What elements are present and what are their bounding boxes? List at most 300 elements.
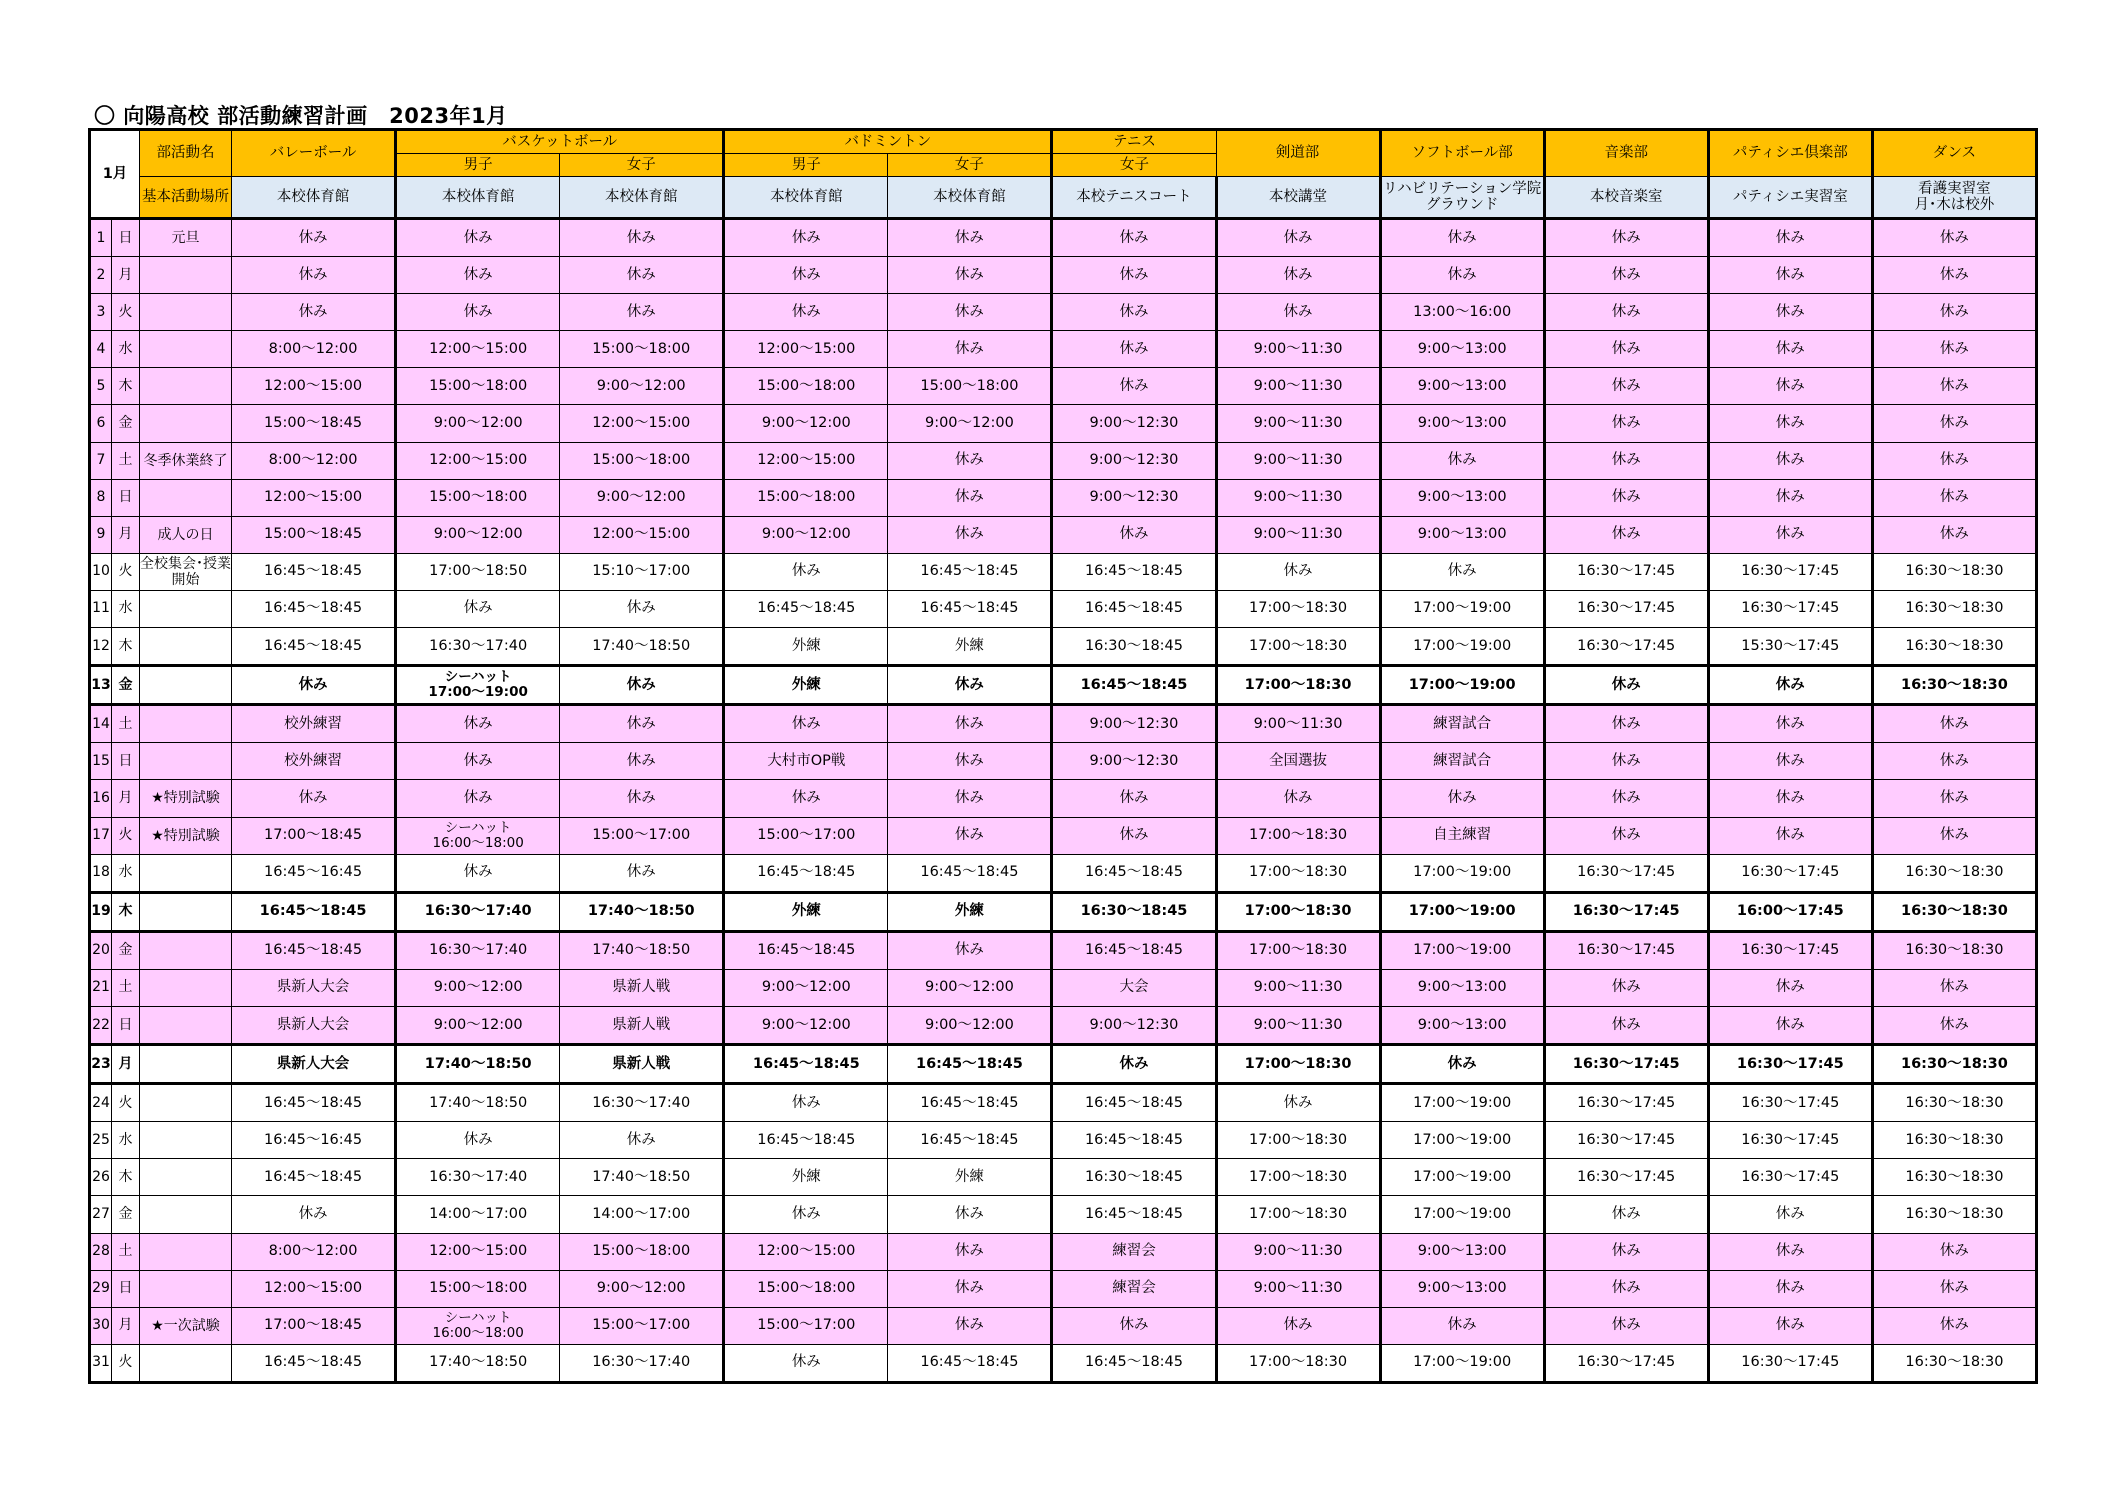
cell-music: 16:30～17:45 [1544, 590, 1708, 627]
cell-kendo: 9:00～11:30 [1216, 368, 1380, 405]
day-of-week: 金 [112, 931, 140, 969]
day-of-week: 火 [112, 1084, 140, 1122]
cell-softball: 17:00～19:00 [1380, 1084, 1544, 1122]
cell-music: 休み [1544, 1196, 1708, 1233]
cell-dance: 休み [1872, 969, 2036, 1006]
cell-tennis-female: 16:45～18:45 [1052, 1344, 1216, 1382]
day-note [140, 257, 232, 294]
club-dance: ダンス [1872, 130, 2036, 177]
day-number: 13 [90, 666, 112, 705]
cell-badminton-female: 休み [888, 780, 1052, 817]
cell-music: 休み [1544, 405, 1708, 442]
cell-music: 休み [1544, 1233, 1708, 1270]
day-note [140, 405, 232, 442]
cell-badminton-female: 9:00～12:00 [888, 1006, 1052, 1044]
cell-basketball-female: 15:00～17:00 [560, 817, 724, 854]
cell-badminton-female: 16:45～18:45 [888, 590, 1052, 627]
cell-volleyball: 校外練習 [232, 743, 396, 780]
cell-dance: 16:30～18:30 [1872, 1045, 2036, 1084]
cell-basketball-male: 12:00～15:00 [396, 331, 560, 368]
cell-badminton-male: 休み [724, 1344, 888, 1382]
day-note [140, 743, 232, 780]
cell-badminton-male: 12:00～15:00 [724, 331, 888, 368]
day-note [140, 969, 232, 1006]
cell-basketball-male: 16:30～17:40 [396, 892, 560, 931]
day-of-week: 土 [112, 705, 140, 743]
badminton-female: 女子 [888, 154, 1052, 177]
cell-softball: 17:00～19:00 [1380, 854, 1544, 892]
cell-softball: 17:00～19:00 [1380, 628, 1544, 666]
cell-volleyball: 17:00～18:45 [232, 1307, 396, 1344]
club-music: 音楽部 [1544, 130, 1708, 177]
cell-basketball-female: 17:40～18:50 [560, 628, 724, 666]
cell-dance: 16:30～18:30 [1872, 1344, 2036, 1382]
cell-music: 16:30～17:45 [1544, 1159, 1708, 1196]
cell-softball: 休み [1380, 780, 1544, 817]
cell-basketball-male: 17:40～18:50 [396, 1045, 560, 1084]
cell-basketball-male: 12:00～15:00 [396, 1233, 560, 1270]
cell-tennis-female: 16:45～18:45 [1052, 1084, 1216, 1122]
cell-patissier: 休み [1708, 1196, 1872, 1233]
cell-tennis-female: 16:45～18:45 [1052, 666, 1216, 705]
cell-badminton-male: 外練 [724, 666, 888, 705]
cell-softball: 休み [1380, 553, 1544, 590]
cell-badminton-male: 9:00～12:00 [724, 969, 888, 1006]
cell-patissier: 休み [1708, 1307, 1872, 1344]
day-of-week: 日 [112, 1006, 140, 1044]
cell-patissier: 休み [1708, 705, 1872, 743]
cell-dance: 16:30～18:30 [1872, 854, 2036, 892]
club-tennis: テニス [1052, 130, 1216, 154]
cell-badminton-female: 休み [888, 817, 1052, 854]
day-of-week: 木 [112, 1159, 140, 1196]
cell-kendo: 17:00～18:30 [1216, 931, 1380, 969]
cell-kendo: 休み [1216, 780, 1380, 817]
place-dance: 看護実習室 月･木は校外 [1872, 177, 2036, 219]
day-note: 冬季休業終了 [140, 442, 232, 479]
cell-badminton-male: 9:00～12:00 [724, 516, 888, 553]
cell-badminton-female: 9:00～12:00 [888, 969, 1052, 1006]
cell-basketball-male: 休み [396, 257, 560, 294]
cell-volleyball: 県新人大会 [232, 969, 396, 1006]
day-number: 7 [90, 442, 112, 479]
cell-basketball-female: 休み [560, 705, 724, 743]
day-number: 29 [90, 1270, 112, 1307]
cell-tennis-female: 16:45～18:45 [1052, 553, 1216, 590]
cell-kendo: 17:00～18:30 [1216, 1344, 1380, 1382]
cell-kendo: 17:00～18:30 [1216, 854, 1380, 892]
cell-tennis-female: 9:00～12:30 [1052, 442, 1216, 479]
cell-badminton-female: 休み [888, 331, 1052, 368]
cell-tennis-female: 9:00～12:30 [1052, 405, 1216, 442]
cell-patissier: 16:30～17:45 [1708, 854, 1872, 892]
table-row [90, 1006, 2037, 1044]
place-kendo: 本校講堂 [1216, 177, 1380, 219]
schedule-table [88, 128, 2038, 1384]
cell-softball: 休み [1380, 1045, 1544, 1084]
cell-basketball-male: 9:00～12:00 [396, 516, 560, 553]
table-row [90, 294, 2037, 331]
cell-badminton-female: 休み [888, 931, 1052, 969]
cell-music: 休み [1544, 331, 1708, 368]
cell-badminton-male: 9:00～12:00 [724, 405, 888, 442]
cell-kendo: 休み [1216, 257, 1380, 294]
cell-music: 16:30～17:45 [1544, 1344, 1708, 1382]
cell-kendo: 9:00～11:30 [1216, 705, 1380, 743]
cell-kendo: 休み [1216, 553, 1380, 590]
cell-basketball-male: 16:30～17:40 [396, 1159, 560, 1196]
cell-patissier: 休み [1708, 780, 1872, 817]
cell-patissier: 16:30～17:45 [1708, 1084, 1872, 1122]
cell-tennis-female: 16:45～18:45 [1052, 1196, 1216, 1233]
cell-badminton-male: 15:00～18:00 [724, 1270, 888, 1307]
cell-tennis-female: 16:45～18:45 [1052, 854, 1216, 892]
cell-music: 16:30～17:45 [1544, 628, 1708, 666]
cell-basketball-male: 9:00～12:00 [396, 1006, 560, 1044]
cell-volleyball: 8:00～12:00 [232, 1233, 396, 1270]
cell-patissier: 休み [1708, 405, 1872, 442]
cell-tennis-female: 休み [1052, 780, 1216, 817]
cell-basketball-female: 休み [560, 743, 724, 780]
day-of-week: 月 [112, 516, 140, 553]
table-row [90, 969, 2037, 1006]
cell-dance: 16:30～18:30 [1872, 1122, 2036, 1159]
cell-patissier: 休み [1708, 817, 1872, 854]
cell-badminton-male: 休み [724, 1084, 888, 1122]
day-note [140, 590, 232, 627]
cell-dance: 休み [1872, 442, 2036, 479]
cell-basketball-female: 12:00～15:00 [560, 516, 724, 553]
cell-badminton-female: 16:45～18:45 [888, 1084, 1052, 1122]
day-of-week: 日 [112, 1270, 140, 1307]
day-of-week: 木 [112, 892, 140, 931]
day-of-week: 木 [112, 628, 140, 666]
day-note [140, 479, 232, 516]
cell-music: 休み [1544, 780, 1708, 817]
cell-dance: 休み [1872, 219, 2036, 257]
cell-basketball-female: 17:40～18:50 [560, 892, 724, 931]
cell-badminton-male: 16:45～18:45 [724, 590, 888, 627]
cell-kendo: 17:00～18:30 [1216, 1045, 1380, 1084]
day-note: ★特別試験 [140, 817, 232, 854]
cell-patissier: 休み [1708, 516, 1872, 553]
day-number: 31 [90, 1344, 112, 1382]
cell-music: 16:30～17:45 [1544, 553, 1708, 590]
cell-basketball-male: 休み [396, 1122, 560, 1159]
day-note [140, 1045, 232, 1084]
cell-volleyball: 休み [232, 257, 396, 294]
cell-kendo: 9:00～11:30 [1216, 405, 1380, 442]
table-row [90, 405, 2037, 442]
cell-volleyball: 県新人大会 [232, 1045, 396, 1084]
cell-patissier: 休み [1708, 666, 1872, 705]
table-row [90, 553, 2037, 590]
cell-tennis-female: 休み [1052, 1307, 1216, 1344]
cell-tennis-female: 休み [1052, 516, 1216, 553]
cell-dance: 16:30～18:30 [1872, 666, 2036, 705]
table-row [90, 1270, 2037, 1307]
day-of-week: 日 [112, 479, 140, 516]
cell-tennis-female: 9:00～12:30 [1052, 479, 1216, 516]
cell-basketball-male: 16:30～17:40 [396, 628, 560, 666]
cell-basketball-female: 14:00～17:00 [560, 1196, 724, 1233]
cell-basketball-female: 休み [560, 257, 724, 294]
cell-basketball-male: 12:00～15:00 [396, 442, 560, 479]
cell-patissier: 16:30～17:45 [1708, 1122, 1872, 1159]
cell-softball: 17:00～19:00 [1380, 1122, 1544, 1159]
cell-dance: 休み [1872, 368, 2036, 405]
cell-patissier: 16:30～17:45 [1708, 931, 1872, 969]
cell-softball: 自主練習 [1380, 817, 1544, 854]
cell-patissier: 16:30～17:45 [1708, 590, 1872, 627]
cell-badminton-male: 外練 [724, 1159, 888, 1196]
day-note: 元旦 [140, 219, 232, 257]
cell-softball: 9:00～13:00 [1380, 969, 1544, 1006]
day-note [140, 1196, 232, 1233]
cell-basketball-female: 県新人戦 [560, 1045, 724, 1084]
cell-patissier: 休み [1708, 294, 1872, 331]
day-of-week: 金 [112, 1196, 140, 1233]
day-of-week: 月 [112, 1045, 140, 1084]
cell-patissier: 休み [1708, 257, 1872, 294]
cell-volleyball: 16:45～18:45 [232, 590, 396, 627]
table-row [90, 442, 2037, 479]
cell-dance: 休み [1872, 516, 2036, 553]
table-row [90, 1159, 2037, 1196]
cell-badminton-male: 15:00～17:00 [724, 1307, 888, 1344]
cell-tennis-female: 9:00～12:30 [1052, 1006, 1216, 1044]
cell-kendo: 9:00～11:30 [1216, 442, 1380, 479]
day-number: 26 [90, 1159, 112, 1196]
cell-basketball-female: 休み [560, 854, 724, 892]
cell-dance: 16:30～18:30 [1872, 1084, 2036, 1122]
day-note [140, 1122, 232, 1159]
table-row [90, 479, 2037, 516]
cell-dance: 16:30～18:30 [1872, 590, 2036, 627]
cell-patissier: 休み [1708, 219, 1872, 257]
cell-badminton-female: 休み [888, 666, 1052, 705]
cell-dance: 休み [1872, 1006, 2036, 1044]
day-note [140, 666, 232, 705]
day-number: 23 [90, 1045, 112, 1084]
cell-tennis-female: 大会 [1052, 969, 1216, 1006]
cell-kendo: 17:00～18:30 [1216, 628, 1380, 666]
cell-basketball-male: 休み [396, 743, 560, 780]
cell-basketball-female: 9:00～12:00 [560, 479, 724, 516]
cell-dance: 休み [1872, 257, 2036, 294]
place-softball: リハビリテーション学院 グラウンド [1380, 177, 1544, 219]
cell-softball: 休み [1380, 219, 1544, 257]
cell-basketball-female: 15:00～18:00 [560, 1233, 724, 1270]
cell-badminton-female: 外練 [888, 892, 1052, 931]
cell-softball: 13:00～16:00 [1380, 294, 1544, 331]
cell-softball: 17:00～19:00 [1380, 590, 1544, 627]
day-number: 17 [90, 817, 112, 854]
day-of-week: 日 [112, 219, 140, 257]
day-number: 21 [90, 969, 112, 1006]
cell-badminton-male: 15:00～17:00 [724, 817, 888, 854]
cell-tennis-female: 9:00～12:30 [1052, 743, 1216, 780]
club-badminton: バドミントン [724, 130, 1052, 154]
cell-badminton-male: 休み [724, 257, 888, 294]
table-row [90, 1084, 2037, 1122]
cell-basketball-male: 休み [396, 219, 560, 257]
cell-basketball-female: 休み [560, 294, 724, 331]
cell-volleyball: 16:45～18:45 [232, 1159, 396, 1196]
cell-music: 16:30～17:45 [1544, 1122, 1708, 1159]
day-note: 全校集会･授業開始 [140, 553, 232, 590]
cell-dance: 16:30～18:30 [1872, 1196, 2036, 1233]
cell-dance: 休み [1872, 405, 2036, 442]
cell-kendo: 休み [1216, 1084, 1380, 1122]
cell-music: 休み [1544, 743, 1708, 780]
cell-music: 休み [1544, 257, 1708, 294]
table-row [90, 1233, 2037, 1270]
cell-tennis-female: 16:45～18:45 [1052, 931, 1216, 969]
cell-badminton-female: 休み [888, 1307, 1052, 1344]
cell-softball: 17:00～19:00 [1380, 1159, 1544, 1196]
cell-softball: 9:00～13:00 [1380, 479, 1544, 516]
cell-tennis-female: 16:30～18:45 [1052, 628, 1216, 666]
cell-badminton-male: 休み [724, 780, 888, 817]
day-of-week: 水 [112, 590, 140, 627]
cell-patissier: 休み [1708, 969, 1872, 1006]
day-note [140, 705, 232, 743]
table-row [90, 1344, 2037, 1382]
cell-music: 休み [1544, 442, 1708, 479]
table-row [90, 590, 2037, 627]
place-badminton-male: 本校体育館 [724, 177, 888, 219]
cell-dance: 休み [1872, 479, 2036, 516]
day-number: 12 [90, 628, 112, 666]
cell-basketball-male: シーハット 16:00～18:00 [396, 817, 560, 854]
cell-basketball-male: 15:00～18:00 [396, 479, 560, 516]
cell-badminton-female: 16:45～18:45 [888, 1122, 1052, 1159]
cell-basketball-female: 休み [560, 219, 724, 257]
cell-patissier: 休み [1708, 331, 1872, 368]
cell-basketball-female: 休み [560, 1122, 724, 1159]
cell-music: 16:30～17:45 [1544, 892, 1708, 931]
day-number: 24 [90, 1084, 112, 1122]
day-note [140, 1159, 232, 1196]
table-row [90, 892, 2037, 931]
cell-dance: 休み [1872, 705, 2036, 743]
cell-badminton-male: 12:00～15:00 [724, 1233, 888, 1270]
day-note [140, 331, 232, 368]
cell-kendo: 17:00～18:30 [1216, 892, 1380, 931]
table-row [90, 666, 2037, 705]
cell-music: 休み [1544, 516, 1708, 553]
cell-badminton-female: 休み [888, 1196, 1052, 1233]
day-number: 22 [90, 1006, 112, 1044]
cell-dance: 休み [1872, 743, 2036, 780]
table-row [90, 931, 2037, 969]
cell-volleyball: 16:45～16:45 [232, 854, 396, 892]
cell-basketball-male: 休み [396, 854, 560, 892]
cell-kendo: 9:00～11:30 [1216, 969, 1380, 1006]
cell-dance: 休み [1872, 331, 2036, 368]
club-kendo: 剣道部 [1216, 130, 1380, 177]
cell-music: 16:30～17:45 [1544, 1045, 1708, 1084]
table-row [90, 257, 2037, 294]
day-of-week: 水 [112, 854, 140, 892]
cell-basketball-female: 16:30～17:40 [560, 1084, 724, 1122]
cell-basketball-male: 16:30～17:40 [396, 931, 560, 969]
cell-music: 休み [1544, 219, 1708, 257]
cell-badminton-male: 休み [724, 294, 888, 331]
day-note: ★特別試験 [140, 780, 232, 817]
cell-volleyball: 休み [232, 666, 396, 705]
day-note [140, 1344, 232, 1382]
cell-kendo: 17:00～18:30 [1216, 1159, 1380, 1196]
cell-basketball-male: 15:00～18:00 [396, 368, 560, 405]
cell-badminton-female: 外練 [888, 1159, 1052, 1196]
cell-patissier: 15:30～17:45 [1708, 628, 1872, 666]
cell-music: 休み [1544, 294, 1708, 331]
cell-music: 休み [1544, 666, 1708, 705]
table-row [90, 368, 2037, 405]
cell-basketball-male: 9:00～12:00 [396, 969, 560, 1006]
cell-badminton-female: 16:45～18:45 [888, 1045, 1052, 1084]
place-volleyball: 本校体育館 [232, 177, 396, 219]
cell-kendo: 9:00～11:30 [1216, 331, 1380, 368]
cell-softball: 休み [1380, 1307, 1544, 1344]
cell-dance: 休み [1872, 294, 2036, 331]
cell-patissier: 休み [1708, 1233, 1872, 1270]
day-note [140, 1084, 232, 1122]
day-of-week: 火 [112, 553, 140, 590]
cell-music: 休み [1544, 1006, 1708, 1044]
basketball-female: 女子 [560, 154, 724, 177]
cell-music: 休み [1544, 1270, 1708, 1307]
cell-patissier: 休み [1708, 1270, 1872, 1307]
cell-music: 休み [1544, 817, 1708, 854]
day-number: 2 [90, 257, 112, 294]
day-note [140, 892, 232, 931]
place-patissier: パティシエ実習室 [1708, 177, 1872, 219]
cell-dance: 休み [1872, 1270, 2036, 1307]
cell-badminton-female: 9:00～12:00 [888, 405, 1052, 442]
cell-badminton-male: 大村市OP戦 [724, 743, 888, 780]
cell-basketball-male: シーハット 17:00～19:00 [396, 666, 560, 705]
cell-volleyball: 休み [232, 294, 396, 331]
day-note [140, 628, 232, 666]
club-basketball: バスケットボール [396, 130, 724, 154]
cell-badminton-male: 16:45～18:45 [724, 854, 888, 892]
cell-basketball-male: 休み [396, 590, 560, 627]
badminton-male: 男子 [724, 154, 888, 177]
basketball-male: 男子 [396, 154, 560, 177]
cell-dance: 16:30～18:30 [1872, 931, 2036, 969]
cell-basketball-male: 14:00～17:00 [396, 1196, 560, 1233]
cell-volleyball: 16:45～18:45 [232, 553, 396, 590]
cell-badminton-male: 外練 [724, 628, 888, 666]
cell-volleyball: 16:45～18:45 [232, 892, 396, 931]
cell-softball: 17:00～19:00 [1380, 1196, 1544, 1233]
club-patissier: パティシエ倶楽部 [1708, 130, 1872, 177]
day-of-week: 火 [112, 817, 140, 854]
cell-kendo: 17:00～18:30 [1216, 817, 1380, 854]
cell-volleyball: 16:45～18:45 [232, 931, 396, 969]
cell-basketball-male: 休み [396, 705, 560, 743]
cell-basketball-female: 休み [560, 666, 724, 705]
cell-badminton-female: 外練 [888, 628, 1052, 666]
day-of-week: 土 [112, 969, 140, 1006]
cell-tennis-female: 休み [1052, 294, 1216, 331]
cell-badminton-male: 16:45～18:45 [724, 1045, 888, 1084]
day-note [140, 1006, 232, 1044]
cell-volleyball: 休み [232, 1196, 396, 1233]
